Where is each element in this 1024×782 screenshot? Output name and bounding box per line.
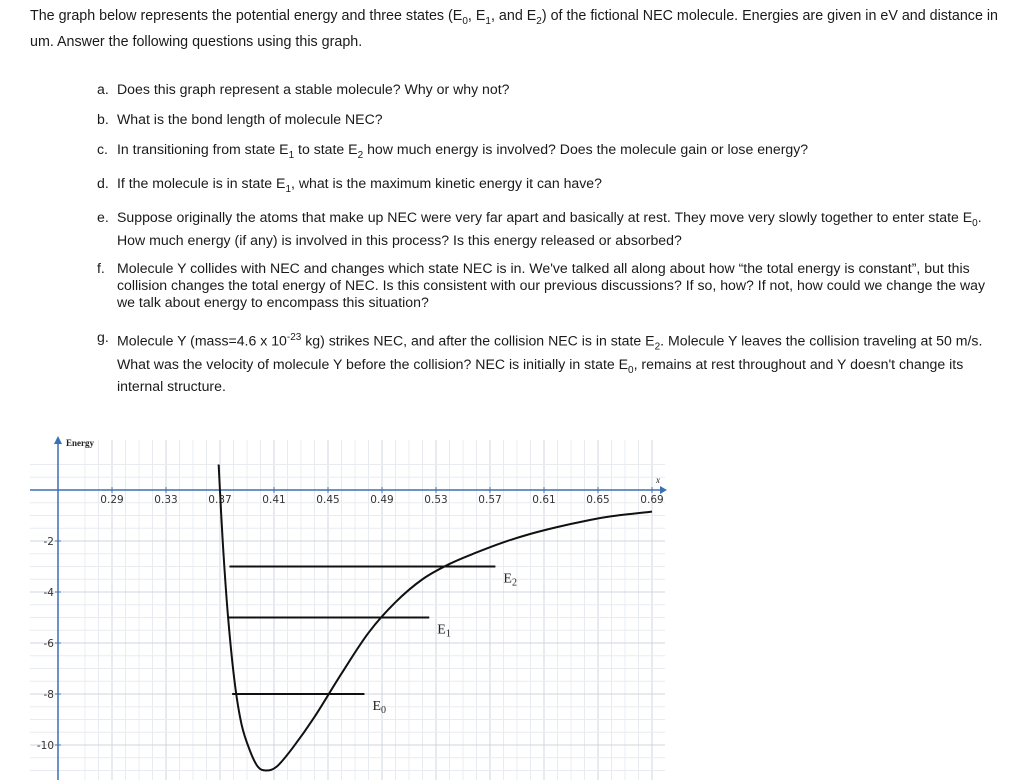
question-b: b. What is the bond length of molecule NEC? (97, 111, 383, 127)
question-label: g. (97, 329, 109, 345)
x-tick-label: 0.69 (640, 494, 664, 506)
grid (30, 440, 665, 780)
x-tick-label: 0.61 (532, 494, 556, 506)
question-f: f. Molecule Y collides with NEC and changes which state NEC is in. We've talked all along about how “the total energy is constant”, but this collision changes the total energy of NEC. Is this consistent with our previous discussions? If so, how? If not, how could we change the way we talk about energy to encompass this situation? (97, 260, 986, 310)
question-label: d. (97, 175, 109, 191)
question-label: f. (97, 260, 105, 276)
x-tick-label: 0.49 (370, 494, 394, 506)
energy-level-label-2: $E_2$ (503, 571, 517, 589)
x-tick-label: 0.57 (478, 494, 502, 506)
tick-labels (37, 487, 664, 752)
y-tick-label: -10 (36, 740, 54, 752)
x-tick-label: 0.29 (100, 494, 124, 506)
y-tick-label: -4 (43, 587, 54, 599)
energy-level-label-1: $E_1$ (437, 622, 451, 640)
y-tick-label: -6 (43, 638, 54, 650)
question-c: c. In transitioning from state $E_1$ to state $E_2$ how much energy is involved? Does the molecule gain or lose energy? (97, 141, 809, 161)
x-axis-arrow (660, 486, 667, 494)
question-e: e. Suppose originally the atoms that make up NEC were very far apart and basically at rest. They move very slowly together to enter state $E_0$. How much energy (if any) is involved in this process? Is this energy released or absorbed? (97, 209, 982, 248)
question-label: a. (97, 81, 109, 97)
question-label: e. (97, 209, 109, 225)
potential-energy-graph (0, 430, 1024, 782)
y-tick-label: -8 (43, 689, 54, 701)
x-tick-label: 0.37 (208, 494, 232, 506)
x-axis-label: x (656, 475, 660, 485)
question-d: d. If the molecule is in state $E_1$, what is the maximum kinetic energy it can have? (97, 175, 602, 195)
y-axis-arrow (54, 436, 62, 444)
y-axis-label: Energy (66, 438, 94, 448)
y-tick-label: -2 (43, 536, 54, 548)
x-tick-label: 0.53 (424, 494, 448, 506)
question-label: c. (97, 141, 108, 157)
question-a: a. Does this graph represent a stable molecule? Why or why not? (97, 81, 510, 97)
x-tick-label: 0.45 (316, 494, 340, 506)
question-label: b. (97, 111, 109, 127)
x-tick-label: 0.33 (154, 494, 178, 506)
x-tick-label: 0.41 (262, 494, 286, 506)
energy-level-label-0: $E_0$ (372, 699, 387, 716)
intro-paragraph: The graph below represents the potential energy and three states ($E_0$, $E_1$, and $E_2$) of the fictional NEC molecule. Energies are given in eV and distance in um. Answer the following questions using this graph. (30, 8, 999, 50)
x-tick-label: 0.65 (586, 494, 610, 506)
question-g: g. Molecule Y (mass=4.6 x $10^{-23}$ kg) strikes NEC, and after the collision NEC is in state $E_2$. Molecule Y leaves the collision traveling at 50 m/s. What was the velocity of molecule Y before the collision? NEC is initially in state $E_0$, remains at rest throughout and Y doesn't change its internal structure. (97, 329, 983, 395)
